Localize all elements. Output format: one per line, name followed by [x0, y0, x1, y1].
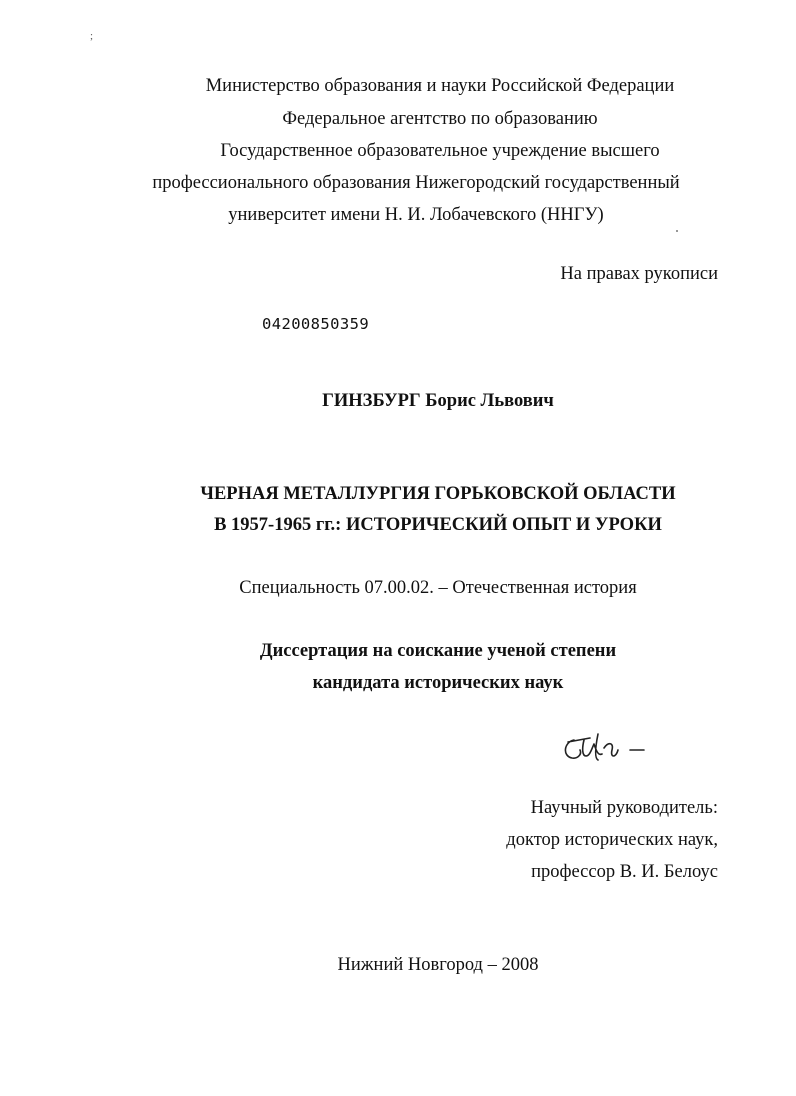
- supervisor-line-1: Научный руководитель:: [530, 798, 718, 818]
- supervisor-line-3: профессор В. И. Белоус: [531, 862, 718, 882]
- institution-line-3: Государственное образовательное учреждение высшего: [220, 141, 660, 161]
- place-year: Нижний Новгород – 2008: [337, 955, 539, 975]
- institution-line-4: профессионального образования Нижегородский государственный: [152, 173, 680, 193]
- scan-speck: [676, 230, 678, 232]
- rights-note: На правах рукописи: [560, 264, 718, 284]
- title-line-1: ЧЕРНАЯ МЕТАЛЛУРГИЯ ГОРЬКОВСКОЙ ОБЛАСТИ: [200, 484, 676, 504]
- institution-line-5: университет имени Н. И. Лобачевского (ННГУ): [228, 205, 604, 225]
- corner-mark: ;: [90, 30, 94, 42]
- handwritten-signature: [560, 730, 650, 766]
- registration-number: 04200850359: [262, 315, 370, 333]
- title-line-2: В 1957-1965 гг.: ИСТОРИЧЕСКИЙ ОПЫТ И УРОКИ: [214, 515, 662, 535]
- dissertation-line-2: кандидата исторических наук: [312, 673, 564, 693]
- author-name: ГИНЗБУРГ Борис Львович: [322, 391, 554, 411]
- supervisor-line-2: доктор исторических наук,: [506, 830, 718, 850]
- dissertation-line-1: Диссертация на соискание ученой степени: [259, 641, 617, 661]
- institution-line-1: Министерство образования и науки Российской Федерации: [205, 76, 675, 96]
- institution-line-2: Федеральное агентство по образованию: [282, 109, 598, 129]
- specialty: Специальность 07.00.02. – Отечественная история: [239, 578, 637, 598]
